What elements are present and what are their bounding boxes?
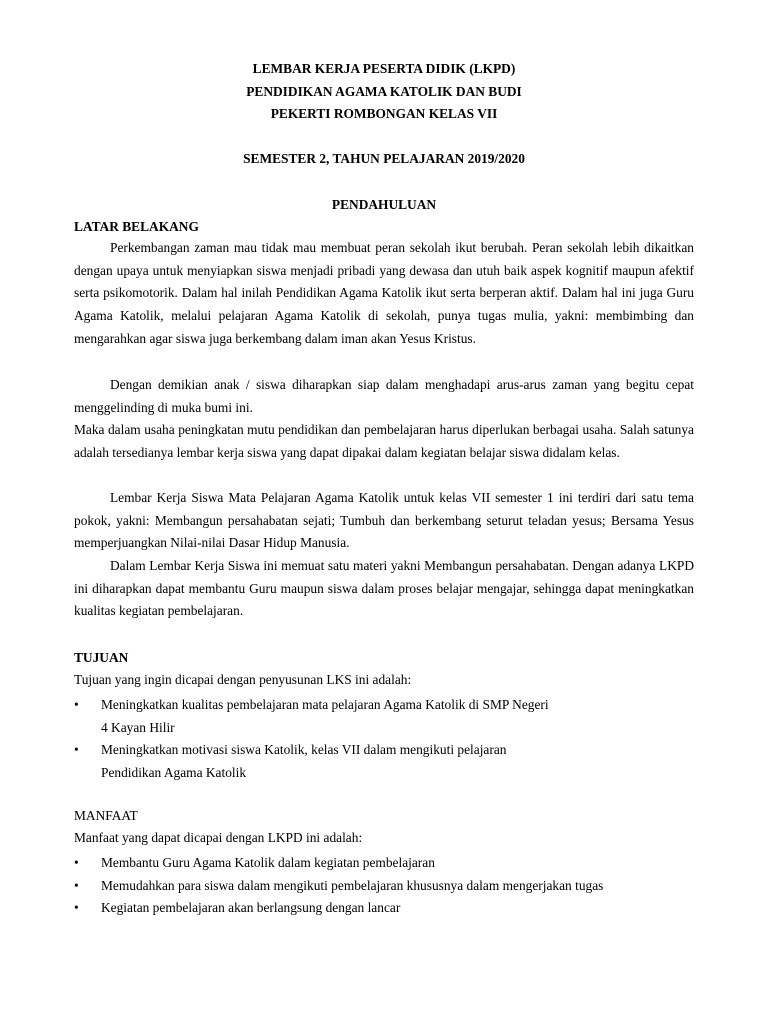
benefits-intro: Manfaat yang dapat dicapai dengan LKPD ini adalah: bbox=[74, 830, 363, 845]
heading-goals: TUJUAN bbox=[74, 650, 129, 665]
doc-title-line-2: PENDIDIKAN AGAMA KATOLIK DAN BUDI bbox=[246, 84, 522, 99]
bullet-icon: • bbox=[74, 742, 79, 757]
benefit-item-3: Kegiatan pembelajaran akan berlangsung dengan lancar bbox=[101, 900, 401, 915]
goal-item-1: Meningkatkan kualitas pembelajaran mata pelajaran Agama Katolik di SMP Negeri 4 Kayan Hilir bbox=[101, 697, 549, 735]
bullet-icon: • bbox=[74, 697, 79, 712]
paragraph-background-5: Dalam Lembar Kerja Siswa ini memuat satu materi yakni Membangun persahabatan. Dengan adanya LKPD ini diharapkan dapat membantu Guru maupun siswa dalam proses belajar mengajar, sehingga dapat meningkatkan kualitas kegiatan pembelajaran. bbox=[74, 558, 694, 619]
paragraph-background-2: Dengan demikian anak / siswa diharapkan siap dalam menghadapi arus-arus zaman yang begitu cepat menggelinding di muka bumi ini. bbox=[74, 377, 694, 415]
goal-item-2: Meningkatkan motivasi siswa Katolik, kelas VII dalam mengikuti pelajaran Pendidikan Agama Katolik bbox=[101, 742, 507, 780]
bullet-icon: • bbox=[74, 900, 79, 915]
semester-line: SEMESTER 2, TAHUN PELAJARAN 2019/2020 bbox=[243, 151, 525, 166]
paragraph-background-4: Lembar Kerja Siswa Mata Pelajaran Agama Katolik untuk kelas VII semester 1 ini terdiri dari satu tema pokok, yakni: Membangun persahabatan sejati; Tumbuh dan berkembang seturut teladan yesus; Bersama Yesus memperjuangkan Nilai-nilai Dasar Hidup Manusia. bbox=[74, 490, 694, 551]
heading-benefits: MANFAAT bbox=[74, 808, 138, 823]
paragraph-background-3: Maka dalam usaha peningkatan mutu pendidikan dan pembelajaran harus diperlukan berbagai usaha. Salah satunya adalah tersedianya lembar kerja siswa yang dapat dipakai dalam kegiatan belajar siswa didalam kelas. bbox=[74, 422, 694, 460]
bullet-icon: • bbox=[74, 878, 79, 893]
heading-background: LATAR BELAKANG bbox=[74, 219, 199, 234]
goals-intro: Tujuan yang ingin dicapai dengan penyusunan LKS ini adalah: bbox=[74, 672, 412, 687]
section-title-intro: PENDAHULUAN bbox=[331, 197, 437, 212]
benefit-item-2: Memudahkan para siswa dalam mengikuti pembelajaran khususnya dalam mengerjakan tugas bbox=[101, 878, 604, 893]
doc-title-line-1: LEMBAR KERJA PESERTA DIDIK (LKPD) bbox=[252, 61, 516, 76]
paragraph-background-1: Perkembangan zaman mau tidak mau membuat peran sekolah ikut berubah. Peran sekolah lebih dikaitkan dengan upaya untuk menyiapkan siswa menjadi pribadi yang dewasa dan utuh baik aspek kognitif maupun afektif serta psikomotorik. Dalam hal inilah Pendidikan Agama Katolik ikut serta berperan aktif. Dalam hal ini juga Guru Agama Katolik, melalui pelajaran Agama Katolik di sekolah, punya tugas mulia, yakni: membimbing dan mengarahkan agar siswa juga berkembang dalam iman akan Yesus Kristus. bbox=[74, 240, 694, 346]
benefit-item-1: Membantu Guru Agama Katolik dalam kegiatan pembelajaran bbox=[101, 855, 435, 870]
bullet-icon: • bbox=[74, 855, 79, 870]
doc-title-line-3: PEKERTI ROMBONGAN KELAS VII bbox=[270, 106, 498, 121]
